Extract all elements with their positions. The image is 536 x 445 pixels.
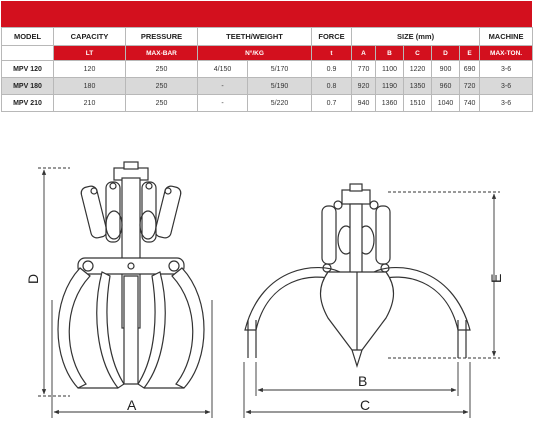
cell-machine: 3-6 [480,95,533,112]
col-header-force: FORCE [312,28,352,46]
unit-force: t [312,46,352,61]
cell-size-b: 1100 [376,61,404,78]
cell-size-b: 1360 [376,95,404,112]
cell-size-b: 1190 [376,78,404,95]
cell-size-a: 770 [352,61,376,78]
front-view-grab [58,162,204,388]
cell-size-e: 740 [460,95,480,112]
dimension-label-e: E [488,273,504,283]
unit-teeth-weight: N°/KG [198,46,312,61]
unit-size-e: E [460,46,480,61]
side-view-grab [245,184,470,366]
col-header-model: MODEL [2,28,54,46]
cell-weight: 5/170 [248,61,312,78]
cell-machine: 3-6 [480,78,533,95]
cell-force: 0.7 [312,95,352,112]
cell-size-a: 940 [352,95,376,112]
col-header-pressure: PRESSURE [126,28,198,46]
cell-pressure: 250 [126,78,198,95]
cell-size-d: 960 [432,78,460,95]
cell-weight: 5/220 [248,95,312,112]
cell-capacity: 210 [54,95,126,112]
cell-teeth: 4/150 [198,61,248,78]
cell-teeth: - [198,78,248,95]
cell-size-d: 1040 [432,95,460,112]
cell-pressure: 250 [126,95,198,112]
cell-model: MPV 210 [2,95,54,112]
cell-size-e: 690 [460,61,480,78]
cell-size-a: 920 [352,78,376,95]
cell-weight: 5/190 [248,78,312,95]
col-header-machine: MACHINE [480,28,533,46]
unit-capacity: LT [54,46,126,61]
unit-size-c: C [404,46,432,61]
unit-machine: MAX-TON. [480,46,533,61]
cell-size-e: 720 [460,78,480,95]
cell-force: 0.8 [312,78,352,95]
unit-pressure: MAX-BAR [126,46,198,61]
cell-size-c: 1350 [404,78,432,95]
cell-model: MPV 120 [2,61,54,78]
dimension-label-c: C [360,397,371,413]
cell-size-d: 900 [432,61,460,78]
dimension-label-a: A [127,397,137,413]
cell-capacity: 120 [54,61,126,78]
cell-force: 0.9 [312,61,352,78]
cell-pressure: 250 [126,61,198,78]
unit-size-a: A [352,46,376,61]
cell-teeth: - [198,95,248,112]
col-header-size: SIZE (mm) [352,28,480,46]
col-header-capacity: CAPACITY [54,28,126,46]
unit-size-b: B [376,46,404,61]
col-header-teeth-weight: TEETH/WEIGHT [198,28,312,46]
cell-size-c: 1220 [404,61,432,78]
dimension-label-b: B [358,373,368,389]
cell-capacity: 180 [54,78,126,95]
cell-machine: 3-6 [480,61,533,78]
unit-size-d: D [432,46,460,61]
dimension-label-d: D [25,273,41,284]
cell-size-c: 1510 [404,95,432,112]
cell-model: MPV 180 [2,78,54,95]
